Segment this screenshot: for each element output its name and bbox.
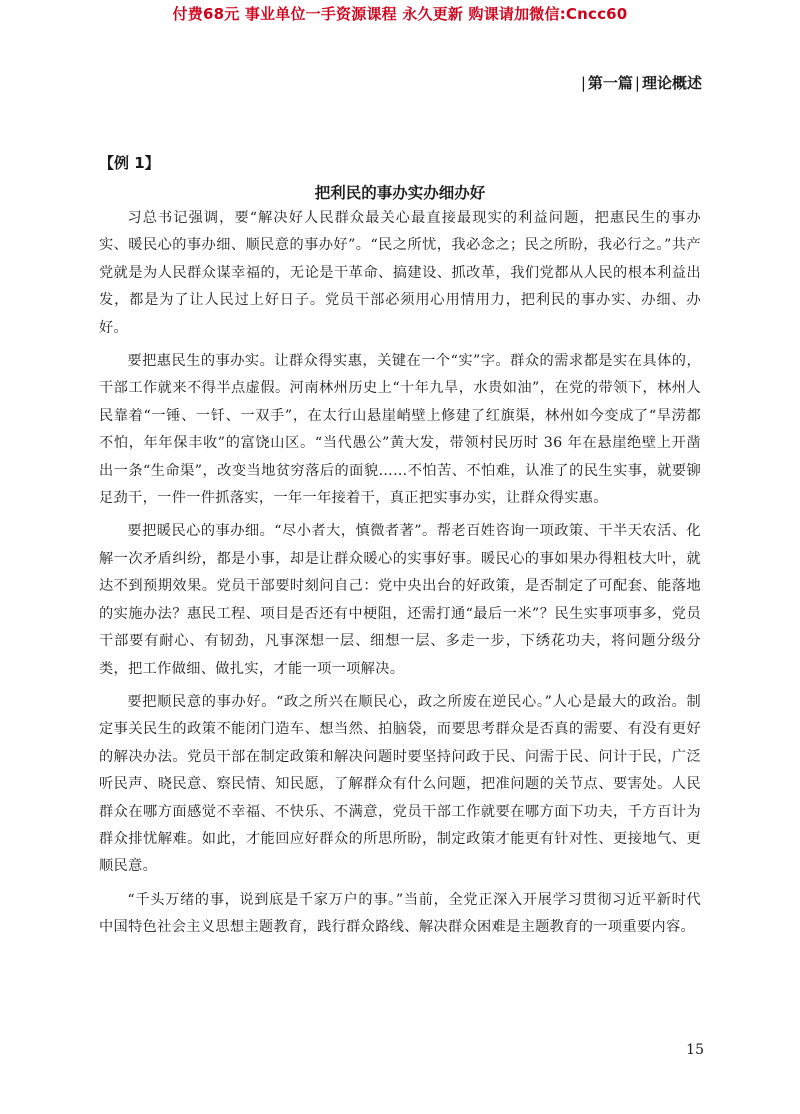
paragraph: 要把惠民生的事办实。让群众得实惠，关键在一个“实”字。群众的需求都是实在具体的，干部工作就来不得半点虚假。河南林州历史上“十年九旱，水贵如油”，在党的带领下，林州人民靠着“一锤、一钎、一双手”，在太行山悬崖峭壁上修建了红旗渠，林州如今变成了“旱涝都不怕，年年保丰收”的富饶山区。“当代愚公”黄大发，带领村民历时 36 年在悬崖绝壁上开凿出一条“生命渠”，改变当地贫穷落后的面貌……不怕苦、不怕难，认准了的民生实事，就要铆足劲干，一件一件抓落实，一年一年接着干，真正把实事办实，让群众得实惠。: [99, 353, 701, 507]
page-number: 15: [686, 1042, 704, 1058]
running-head-part: 第一篇: [587, 74, 633, 92]
running-head-separator: |: [580, 74, 586, 92]
paragraph: 要把顺民意的事办好。“政之所兴在顺民心，政之所废在逆民心。”人心是最大的政治。制定事关民生的政策不能闭门造车、想当然、拍脑袋，而要思考群众是否真的需要、有没有更好的解决办法。党员干部在制定政策和解决问题时要坚持问政于民、问需于民、问计于民，广泛听民声、晓民意、察民情、知民愿，了解群众有什么问题，把准问题的关节点、要害处。人民群众在哪方面感觉不幸福、不快乐、不满意，党员干部工作就要在哪方面下功夫，千方百计为群众排忧解难。如此，才能回应好群众的所思所盼，制定政策才能更有针对性、更接地气、更顺民意。: [99, 693, 701, 875]
article-body: [99, 205, 701, 948]
running-head-separator: |: [634, 74, 640, 92]
running-head: [579, 72, 702, 93]
running-head-title: 理论概述: [641, 74, 702, 92]
paragraph: 习总书记强调，要“解决好人民群众最关心最直接最现实的利益问题，把惠民生的事办实、暖民心的事办细、顺民意的事办好”。“民之所忧，我必念之；民之所盼，我必行之。”共产党就是为人民群众谋幸福的，无论是干革命、搞建设、抓改革，我们党都从人民的根本利益出发，都是为了让人民过上好日子。党员干部必须用心用情用力，把利民的事办实、办细、办好。: [99, 210, 701, 336]
paragraph: 要把暖民心的事办细。“尽小者大，慎微者著”。帮老百姓咨询一项政策、干半天农活、化解一次矛盾纠纷，都是小事，却是让群众暖心的实事好事。暖民心的事如果办得粗枝大叶，就达不到预期效果。党员干部要时刻问自己：党中央出台的好政策，是否制定了可配套、能落地的实施办法？惠民工程、项目是否还有中梗阻，还需打通“最后一米”？民生实事项事多，党员干部要有耐心、有韧劲，凡事深想一层、细想一层、多走一步，下绣花功夫，将问题分级分类，把工作做细、做扎实，才能一项一项解决。: [99, 523, 701, 677]
example-label: 【例 1】: [99, 154, 160, 172]
paragraph: “千头万绪的事，说到底是千家万户的事。”当前，全党正深入开展学习贯彻习近平新时代中国特色社会主义思想主题教育，践行群众路线、解决群众困难是主题教育的一项重要内容。: [99, 891, 701, 936]
article-title: 把利民的事办实办细办好: [314, 184, 486, 202]
promo-banner: 付费68元 事业单位一手资源课程 永久更新 购课请加微信:Cncc60: [172, 5, 628, 23]
